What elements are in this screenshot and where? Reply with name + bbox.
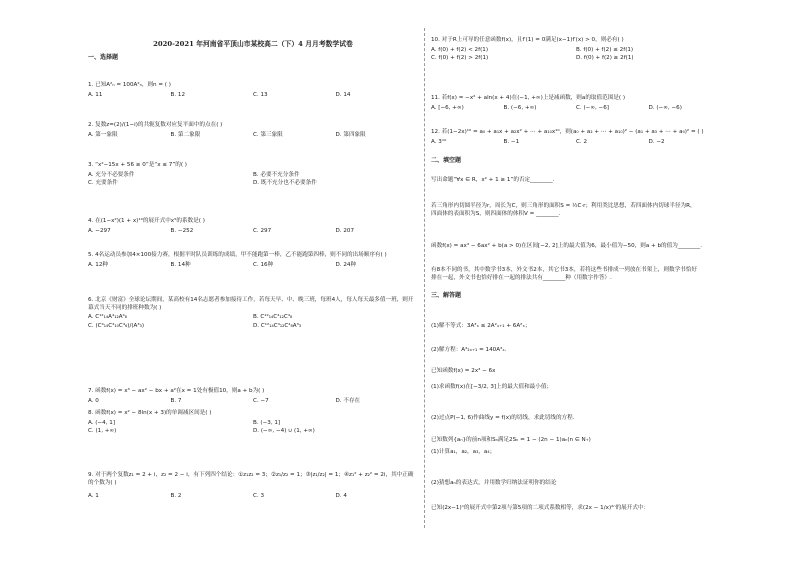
option-c: C. (−∞, −6] [576,104,609,111]
question-options [88,172,418,189]
option-a: A. −297 [88,227,111,234]
option-a: A. 第一象限 [88,131,118,138]
question-9 [88,472,418,501]
option-c: C. 16种 [253,261,274,268]
fill-question-16 [431,267,721,282]
option-d: D. 第四象限 [335,131,366,138]
question-6 [88,297,418,331]
section-choice-heading: 一、选择题 [88,54,119,62]
option-a: A. 1 [88,493,99,500]
question-3 [88,162,418,189]
option-b: B. (−6, +∞) [503,104,537,111]
question-text-line: 有8本不同的书，其中数学书3本，外文书2本，其它书3本，若将这些书排成一列放在书架上，则数学书恰好 [431,267,697,273]
option-c: C. (C⁴₁₄C⁴₁₀C⁴₆)/(A³₃) [88,322,145,329]
solve-18-part2: (2)过点P(−1, 6)作曲线y = f(x)的切线，求此切线的方程. [431,415,575,421]
question-2 [88,122,418,139]
fill-question-13: 写出命题“∀x ∈ R，x² + 1 ≥ 1”的否定________. [431,177,555,183]
option-a: A. 充分不必要条件 [88,171,135,178]
option-d: D. 14 [335,91,351,98]
option-d: D. 不存在 [335,397,361,404]
question-stem: 2. 复数z=(2)/(1−i)的共轭复数对应复平面中的点在( ) [88,122,223,128]
question-options [88,92,418,100]
question-stem: 11. 若f(x) = −x² + aln(x + 4)在(−1, +∞)上是减函数，则a的取值范围是( ) [431,95,626,101]
question-text-line: 排在一起，外文书也恰好排在一起的排法共有________种（用数字作答）. [431,274,612,281]
question-options [88,398,418,406]
option-a: A. (−4, 1] [88,419,116,426]
option-a: A. C¹²₁₄A⁴₁₂A⁴₈ [88,314,128,321]
solve-18-stem: 已知函数f(x) = 2x³ − 6x [431,368,496,374]
option-b: B. 第二象限 [170,131,201,138]
question-5 [88,252,418,269]
option-b: B. 7 [170,397,182,404]
question-text-line: 四面体的表面积为S，则四面体的体积V = ________. [431,210,561,217]
solve-20-stem: 已知(2x−1)ⁿ的展开式中第2项与第5项的二项式系数相等，求(2x − 1/x)²ⁿ的展开式中： [431,505,650,511]
question-8 [88,410,418,437]
question-options [431,47,721,64]
option-c: C. −7 [253,397,269,404]
question-options [88,493,418,501]
section-solve-heading: 三、解答题 [431,292,462,299]
solve-17-part1: (1)解不等式：3A³ₓ ≤ 2A²ₓ₊₁ + 6A²ₓ； [431,323,531,329]
solve-19-stem: 已知数列{aₙ}的前n项和Sₙ满足2Sₙ = 1 − (2n − 1)aₙ(n ∈ N₊) [431,437,591,443]
question-options [431,105,721,113]
option-c: C. 297 [253,227,272,234]
section-fill-heading: 二、填空题 [431,157,462,164]
option-c: C. 第三象限 [253,131,283,138]
option-c: C. f(0) + f(2) > 2f(1) [431,55,489,62]
question-options [88,314,418,331]
question-stem: 12. 若(1−2x)¹⁰ = a₀ + a₁x + a₂x² + ⋯ + a₁₀x¹⁰，则(a₀ + a₂ + ⋯ + a₁₀)² − (a₁ + a₃ + ⋯ + a₉)² = ( ) [431,129,704,135]
question-12 [431,129,721,146]
option-b: B. 12 [170,91,186,98]
question-options [88,132,418,140]
option-d: D. f(0) + f(2) ≥ 2f(1) [576,55,634,62]
question-text-line: 若三角形内切圆半径为r，周长为C，则三角形的面积S = ½C·r；利用类比思想，若四面体内切球半径为R， [431,203,696,209]
question-11 [431,95,721,112]
option-a: A. 12种 [88,261,108,268]
option-d: D. (−∞, −4) ∪ (1, +∞) [253,428,315,435]
question-stem: 7. 函数f(x) = x³ − ax² − bx + a²在x = 1处有极值10，则a + b为( ) [88,388,265,394]
option-d: D. 既不充分也不必要条件 [253,180,317,187]
solve-19-part2: (2)猜想aₙ的表达式，并用数学归纳法证明你的结论 [431,480,557,486]
question-options [88,228,418,236]
option-b: B. −1 [503,138,520,145]
solve-18-part1: (1)求函数f(x)在[−3/2, 3]上的最大值和最小值； [431,384,553,390]
option-a: A. 3¹⁰ [431,138,447,145]
option-c: C. 3 [253,493,265,500]
option-c: C. 充要条件 [88,180,118,187]
question-stem: 9. 对于两个复数z₁ = 2 + i，z₂ = 2 − i，有下列四个结论：①z₁z₂ = 3；②z₁/z₂ = 1；③|z₁/z₂| = 1；④z₁² + z₂² = 2i，其中正确的个数为( ) [88,472,414,486]
option-d: D. 207 [335,227,355,234]
option-a: A. f(0) + f(2) < 2f(1) [431,46,489,53]
option-d: D. (−∞, −6) [648,104,682,111]
option-b: B. f(0) + f(2) ≤ 2f(1) [576,46,634,53]
option-b: B. 2 [170,493,182,500]
question-stem: 3. “x²−15x + 56 ≥ 0”是“x ≤ 7”的( ) [88,162,187,168]
option-c: C. 13 [253,91,268,98]
option-c: C. (1, +∞) [88,428,117,435]
left-column [88,40,418,500]
question-1 [88,82,418,99]
question-10 [431,37,721,64]
question-7 [88,388,418,405]
question-stem: 6. 北京《财富》全球论坛期间，某高校有14名志愿者参加接待工作，若每天早、中、晚三班，每班4人，每人每天最多值一班，则开幕式当天不同的排班种数为( ) [88,297,414,311]
option-a: A. [−6, +∞) [431,104,464,111]
option-d: D. −2 [648,138,665,145]
question-stem: 10. 对于R上可导的任意函数f(x)，且f′(1) = 0满足(x−1)f′(x) > 0，则必有( ) [431,37,624,43]
question-stem: 8. 函数f(x) = x² − 8ln(x + 3)的单调减区间是( ) [88,410,212,416]
exam-title: 2020-2021 年河南省平顶山市某校高二（下）4 月月考数学试卷 [153,40,353,48]
option-d: D. 24种 [335,261,357,268]
option-d: D. C¹²₁₄C⁴₁₂C⁴₈A³₃ [253,322,302,329]
question-stem: 4. 在(1−x²)(1 + x)¹⁰的展开式中x⁵的系数是( ) [88,218,205,224]
option-a: A. 0 [88,397,99,404]
question-4 [88,218,418,235]
option-c: C. 2 [576,138,588,145]
option-a: A. 11 [88,91,103,98]
question-options [88,420,418,437]
question-stem: 5. 4名运动员参加4×100接力赛，根据平时队员训练的成绩，甲不能跑第一棒，乙不能跑第四棒，则不同的出场顺序有( ) [88,252,387,258]
question-stem: 1. 已知A²ₙ = 100A²ₙ，则n = ( ) [88,82,171,88]
column-divider [424,28,425,528]
option-b: B. C¹²₁₄C⁴₁₂C⁴₈ [253,314,293,321]
fill-question-15: 函数f(x) = ax³ − 6ax² + b(a > 0)在区间[−2, 2]上的最大值为6，最小值为−50，则a + b的值为________. [431,243,702,249]
option-b: B. −252 [170,227,194,234]
option-b: B. (−3, 1] [253,419,281,426]
question-options [88,262,418,270]
fill-question-14 [431,203,721,218]
option-d: D. 4 [335,493,347,500]
option-b: B. 必要不充分条件 [253,171,300,178]
solve-17-part2: (2)解方程：A⁴₂ₓ₊₁ = 140A³ₓ. [431,347,507,353]
solve-19-part1: (1)计算a₁，a₂，a₃，a₄； [431,449,496,455]
option-b: B. 14种 [170,261,191,268]
question-options [431,139,721,147]
